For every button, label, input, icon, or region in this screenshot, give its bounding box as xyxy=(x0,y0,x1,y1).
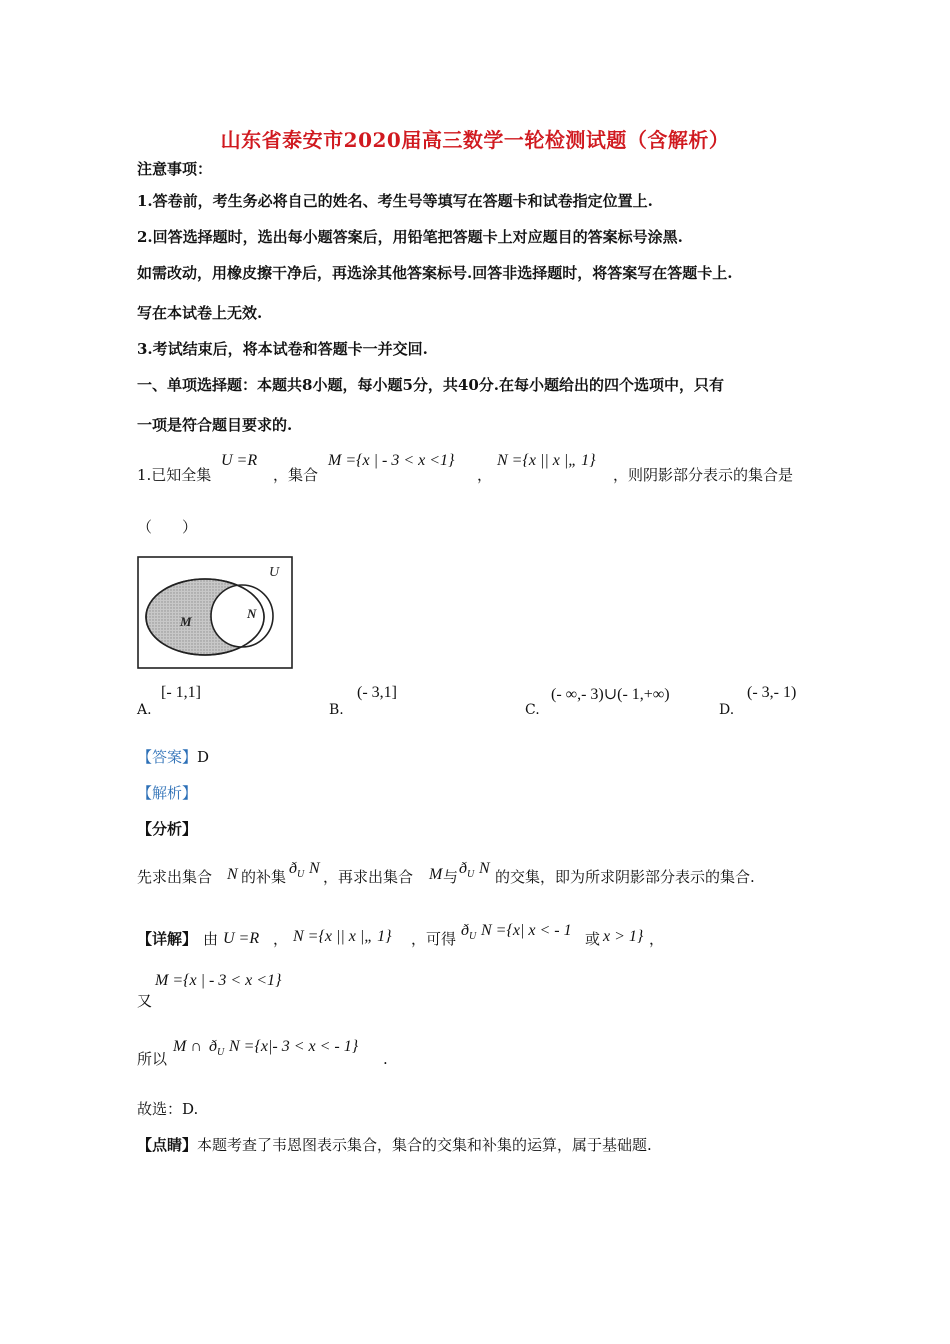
venn-label-n: N xyxy=(247,606,257,621)
fenxi-text-part-4: 与 xyxy=(443,868,459,886)
you-label: 又 xyxy=(137,992,153,1010)
question-1-prefix: 1.已知全集 xyxy=(137,466,212,484)
notes-item-1: 1.答卷前，考生务必将自己的姓名、考生号等填写在答题卡和试卷指定位置上. xyxy=(137,192,653,210)
result-intersection: M ∩ xyxy=(173,1038,202,1055)
option-c-letter: C. xyxy=(525,702,540,718)
detail-label: 【详解】 xyxy=(137,930,198,948)
final-choice: 故选：D. xyxy=(137,1100,199,1118)
venn-label-u: U xyxy=(269,565,280,580)
section-heading-line-1: 一、单项选择题：本题共8小题，每小题5分，共40分.在每小题给出的四个选项中，只有 xyxy=(137,376,724,394)
notes-item-3: 3.考试结束后，将本试卷和答题卡一并交回. xyxy=(137,340,428,358)
complement-symbol: ð xyxy=(289,860,297,877)
notes-item-2-line-2: 如需改动，用橡皮擦干净后，再选涂其他答案标号.回答非选择题时，将答案写在答题卡上. xyxy=(137,264,733,282)
fenxi-text-part-3: ，再求出集合 xyxy=(323,868,414,886)
result-complement xyxy=(209,1038,224,1058)
notes-item-2-line-1: 2.回答选择题时，选出每小题答案后，用铅笔把答题卡上对应题目的答案标号涂黑. xyxy=(137,228,683,246)
option-b-value: (- 3,1] xyxy=(357,684,397,701)
option-c-value: (- ∞,- 3)∪(- 1,+∞) xyxy=(551,686,670,703)
venn-label-m: M xyxy=(180,614,192,629)
detail-end: ， xyxy=(649,930,665,948)
answer-line xyxy=(137,746,209,767)
page-title: 山东省泰安市2020届高三数学一轮检测试题（含解析） xyxy=(220,128,730,152)
detail-complement-set-2: x > 1} xyxy=(603,928,644,945)
result-dot: . xyxy=(383,1050,388,1068)
result-set: N ={x|- 3 < x < - 1} xyxy=(229,1038,359,1055)
detail-complement-set: N ={x| x < - 1 xyxy=(481,922,572,939)
detail-text-1: 由 xyxy=(203,930,219,948)
complement-subscript: U xyxy=(217,1047,225,1058)
fenxi-complement-n: N xyxy=(309,860,320,877)
complement-symbol: ð xyxy=(459,860,467,877)
option-d-value: (- 3,- 1) xyxy=(747,684,797,701)
complement-symbol: ð xyxy=(461,922,469,939)
question-1-comma: ， xyxy=(477,466,493,484)
answer-label: 【答案】 xyxy=(137,748,198,766)
suoyi-label: 所以 xyxy=(137,1050,168,1068)
fenxi-text-part-2: 的补集 xyxy=(241,868,287,886)
question-1-set-n: N ={x || x |„ 1} xyxy=(497,452,596,469)
detail-text-3: ，可得 xyxy=(411,930,457,948)
venn-diagram xyxy=(137,556,295,670)
complement-subscript: U xyxy=(297,869,305,880)
question-1-mid: ，集合 xyxy=(273,466,319,484)
notes-item-2-line-3: 写在本试卷上无效. xyxy=(137,304,263,322)
fenxi-complement-2 xyxy=(459,860,474,880)
dianjing-label: 【点睛】 xyxy=(137,1136,198,1154)
you-set-m: M ={x | - 3 < x <1} xyxy=(155,972,282,989)
section-heading-line-2: 一项是符合题目要求的. xyxy=(137,416,293,434)
detail-or: 或 xyxy=(585,930,601,948)
dianjing-line xyxy=(137,1134,652,1155)
fenxi-text-part-5: 的交集，即为所求阴影部分表示的集合. xyxy=(495,868,755,886)
fenxi-label: 【分析】 xyxy=(137,820,198,838)
detail-set-n: N ={x || x |„ 1} xyxy=(293,928,392,945)
fenxi-text-part-1: 先求出集合 xyxy=(137,868,213,886)
option-a-value: [- 1,1] xyxy=(161,684,201,701)
dianjing-text: 本题考查了韦恩图表示集合，集合的交集和补集的运算，属于基础题. xyxy=(197,1136,652,1154)
question-1-set-m: M ={x | - 3 < x <1} xyxy=(328,452,455,469)
notes-heading: 注意事项： xyxy=(137,160,213,178)
question-1-set-u: U =R xyxy=(221,452,258,469)
detail-text-2: ， xyxy=(273,930,289,948)
complement-symbol: ð xyxy=(209,1038,217,1055)
option-a-letter: A. xyxy=(137,702,152,718)
detail-complement xyxy=(461,922,476,942)
question-1-answer-parentheses: （ ） xyxy=(137,518,198,536)
analysis-label: 【解析】 xyxy=(137,784,198,802)
fenxi-set-n: N xyxy=(227,866,238,883)
option-d-letter: D. xyxy=(719,702,735,718)
complement-subscript: U xyxy=(469,931,477,942)
fenxi-complement-1 xyxy=(289,860,304,880)
fenxi-complement-n: N xyxy=(479,860,490,877)
answer-value: D xyxy=(197,748,210,766)
complement-subscript: U xyxy=(467,869,475,880)
option-b-letter: B. xyxy=(329,702,344,718)
detail-set-u: U =R xyxy=(223,930,260,947)
question-1-suffix: ，则阴影部分表示的集合是 xyxy=(613,466,794,484)
fenxi-set-m: M xyxy=(429,866,443,883)
